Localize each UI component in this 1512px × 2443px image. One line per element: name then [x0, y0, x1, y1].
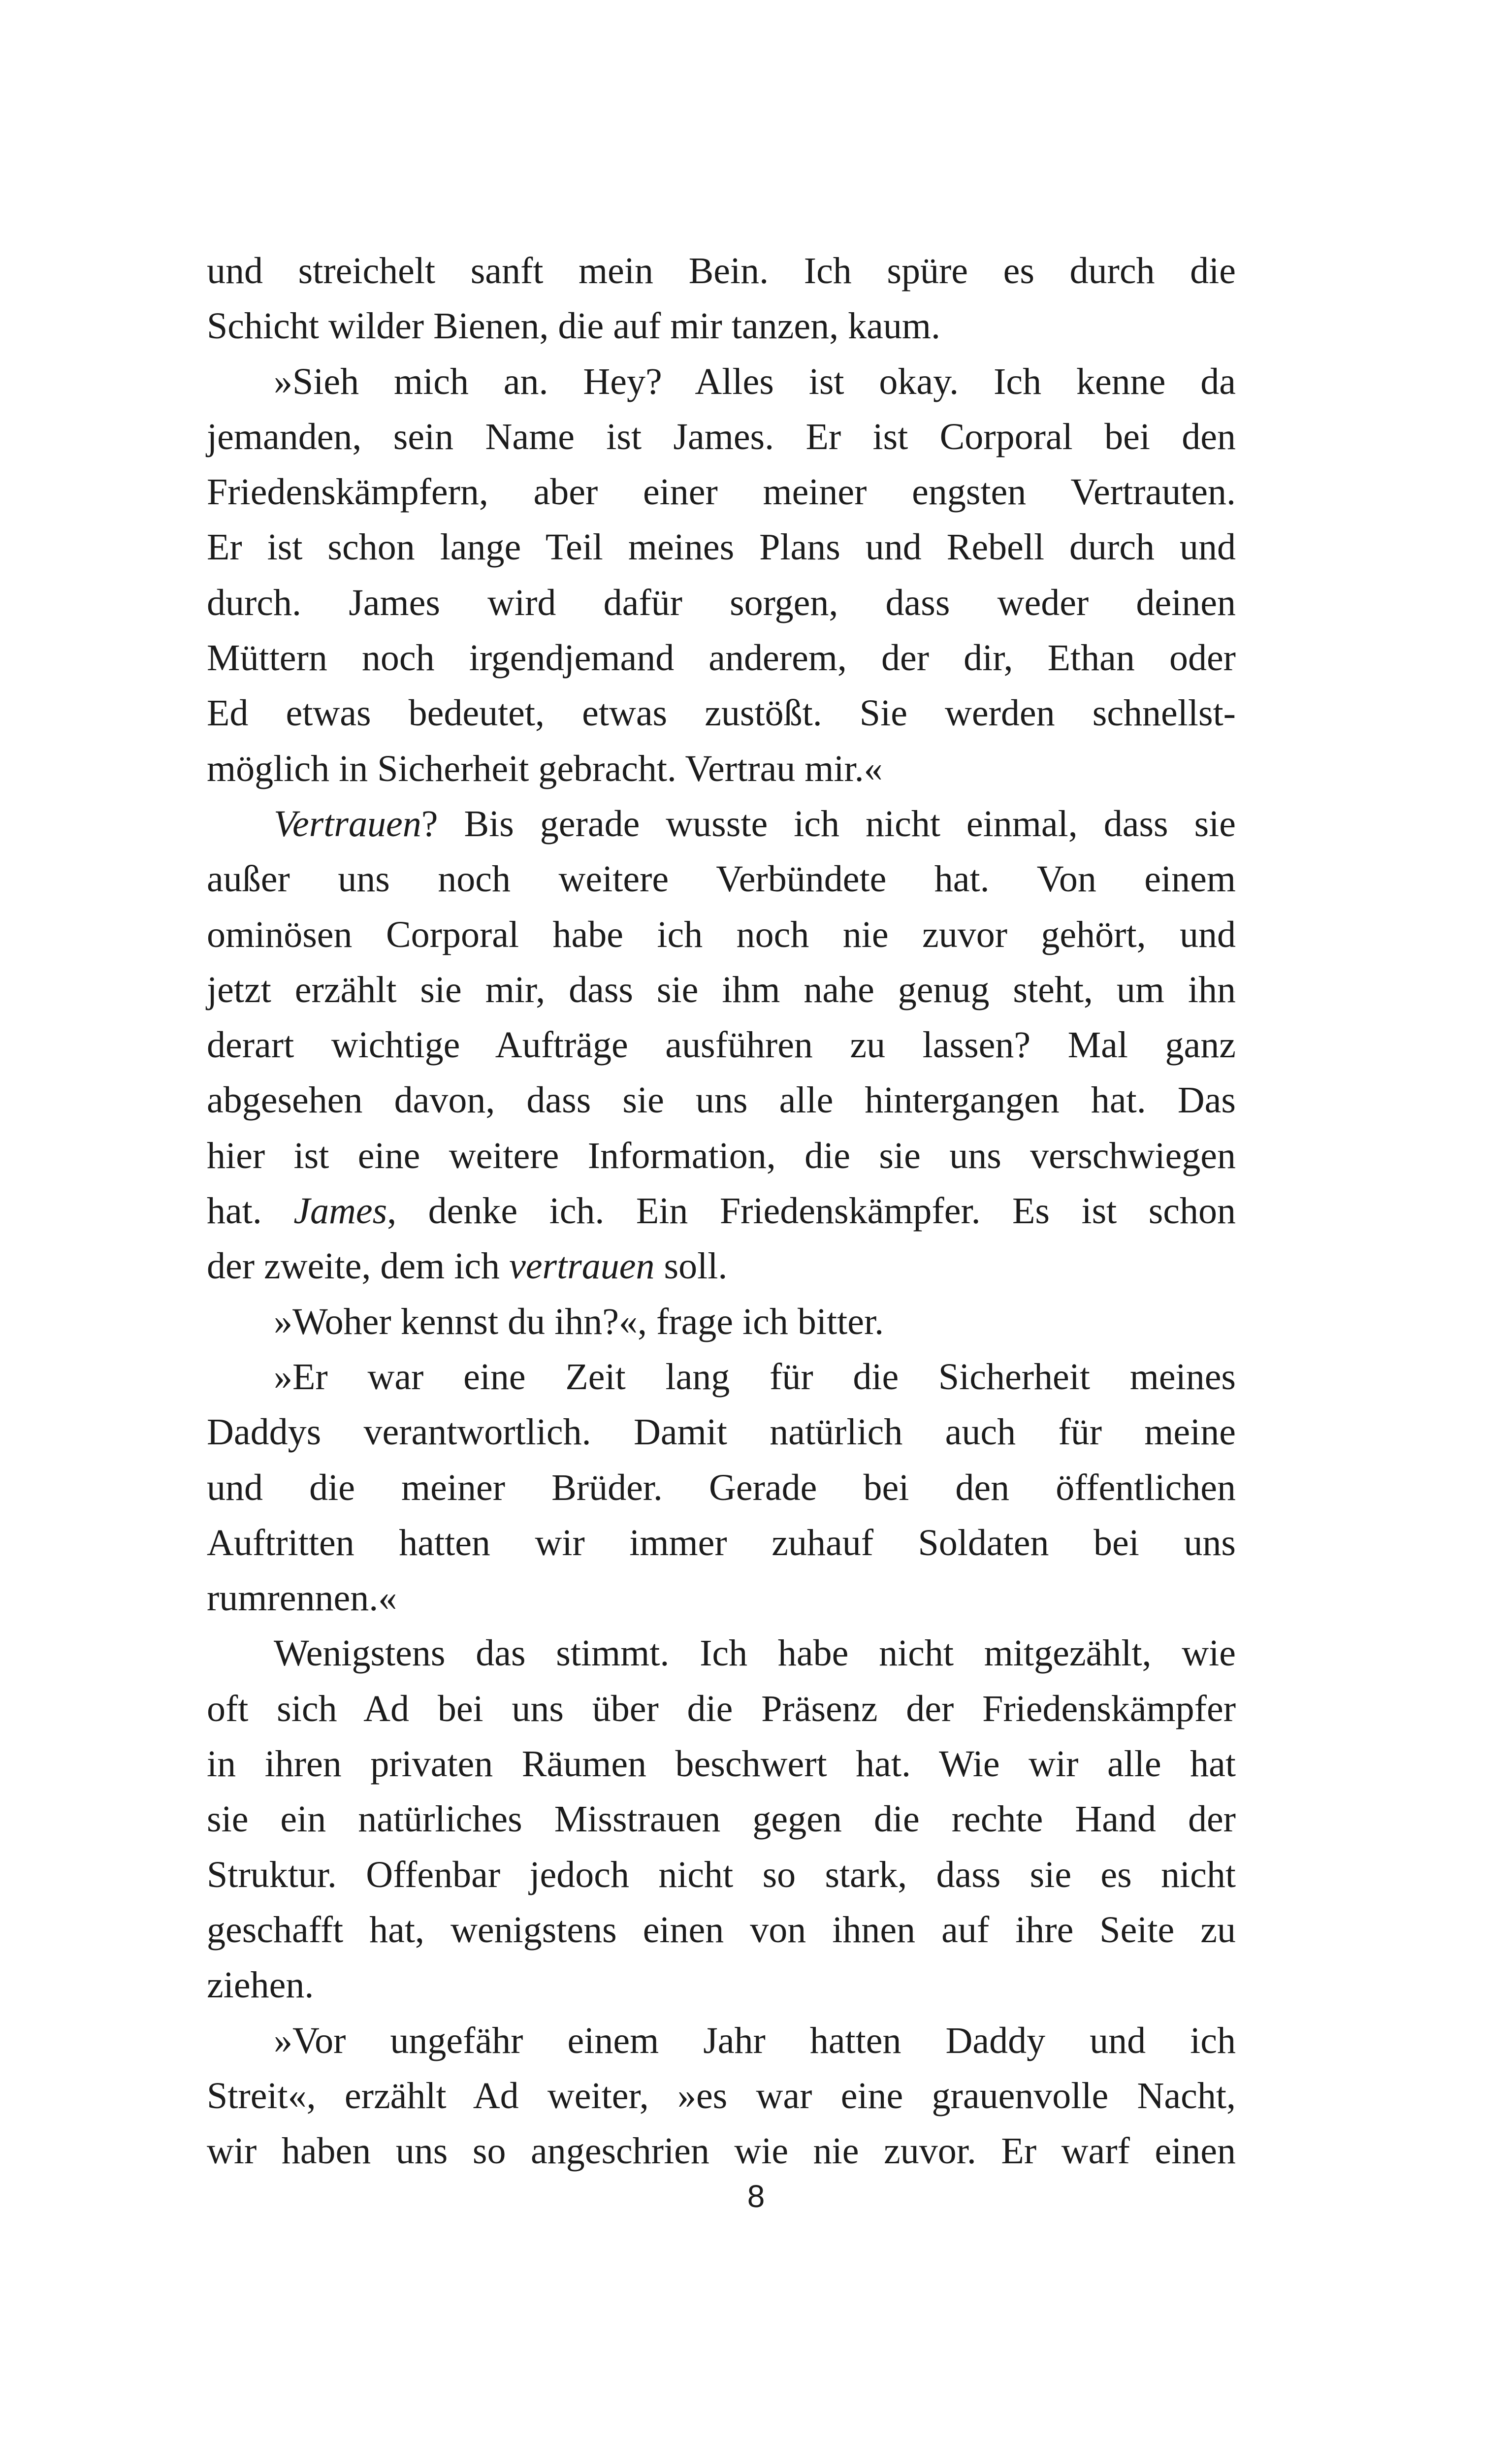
text-segment: Ed etwas bedeutet, etwas zustößt. Sie werden schnellst-: [207, 692, 1236, 734]
text-segment: soll.: [654, 1245, 728, 1287]
text-line: [207, 1515, 1236, 1570]
text-segment: der zweite, dem ich: [207, 1245, 510, 1287]
text-line: [207, 851, 1236, 907]
text-line: [207, 354, 1236, 409]
text-line: [207, 1957, 1236, 2013]
text-line: [207, 2013, 1236, 2068]
italic-text: vertrauen: [509, 1245, 655, 1287]
italic-text: James: [293, 1190, 387, 1232]
text-line: [207, 1183, 1236, 1238]
text-line: [207, 2068, 1236, 2123]
text-line: [207, 630, 1236, 685]
text-line: [207, 907, 1236, 962]
text-line: [207, 1736, 1236, 1792]
text-segment: in ihren privaten Räumen beschwert hat. Wie wir alle hat: [207, 1743, 1236, 1785]
text-segment: und die meiner Brüder. Gerade bei den öffentlichen: [207, 1466, 1236, 1508]
text-line: [207, 962, 1236, 1017]
text-segment: ? Bis gerade wusste ich nicht einmal, dass sie: [421, 803, 1236, 845]
text-line: [207, 1017, 1236, 1073]
text-segment: »Vor ungefähr einem Jahr hatten Daddy und ich: [274, 2020, 1236, 2061]
text-segment: Struktur. Offenbar jedoch nicht so stark, dass sie es nicht: [207, 1854, 1236, 1895]
text-segment: Wenigstens das stimmt. Ich habe nicht mitgezählt, wie: [274, 1632, 1236, 1674]
text-line: [207, 575, 1236, 630]
text-segment: ziehen.: [207, 1964, 314, 2006]
text-line: [207, 1073, 1236, 1128]
text-segment: hier ist eine weitere Information, die sie uns verschwiegen: [207, 1135, 1236, 1176]
text-segment: oft sich Ad bei uns über die Präsenz der Friedenskämpfer: [207, 1688, 1236, 1729]
text-segment: geschafft hat, wenigstens einen von ihnen auf ihre Seite zu: [207, 1909, 1236, 1951]
text-segment: ominösen Corporal habe ich noch nie zuvor gehört, und: [207, 913, 1236, 955]
text-line: [207, 409, 1236, 464]
text-line: [207, 243, 1236, 298]
text-segment: Streit«, erzählt Ad weiter, »es war eine grauenvolle Nacht,: [207, 2075, 1236, 2117]
text-line: [207, 1128, 1236, 1183]
text-segment: und streichelt sanft mein Bein. Ich spüre es durch die: [207, 250, 1236, 292]
text-segment: Daddys verantwortlich. Damit natürlich auch für meine: [207, 1411, 1236, 1453]
text-line: [207, 1681, 1236, 1736]
text-line: [207, 1404, 1236, 1460]
text-segment: Er ist schon lange Teil meines Plans und Rebell durch und: [207, 526, 1236, 568]
text-line: [207, 464, 1236, 520]
text-segment: sie ein natürliches Misstrauen gegen die rechte Hand der: [207, 1798, 1236, 1840]
italic-text: Vertrauen: [274, 803, 421, 845]
text-line: [207, 1792, 1236, 1847]
text-line: [207, 1626, 1236, 1681]
text-segment: wir haben uns so angeschrien wie nie zuvor. Er warf einen: [207, 2130, 1236, 2172]
text-segment: »Woher kennst du ihn?«, frage ich bitter.: [274, 1301, 884, 1342]
text-segment: »Er war eine Zeit lang für die Sicherheit meines: [274, 1356, 1236, 1398]
text-line: [207, 1460, 1236, 1515]
text-segment: abgesehen davon, dass sie uns alle hintergangen hat. Das: [207, 1079, 1236, 1121]
text-line: [207, 2123, 1236, 2179]
text-segment: außer uns noch weitere Verbündete hat. Von einem: [207, 858, 1236, 900]
text-line: [207, 1294, 1236, 1349]
text-segment: derart wichtige Aufträge ausführen zu lassen? Mal ganz: [207, 1024, 1236, 1066]
text-segment: Schicht wilder Bienen, die auf mir tanzen, kaum.: [207, 305, 940, 347]
text-segment: durch. James wird dafür sorgen, dass weder deinen: [207, 582, 1236, 623]
text-segment: jetzt erzählt sie mir, dass sie ihm nahe genug steht, um ihn: [207, 969, 1236, 1010]
text-line: [207, 1902, 1236, 1957]
text-line: [207, 298, 1236, 354]
text-line: [207, 520, 1236, 575]
text-segment: Friedenskämpfern, aber einer meiner engsten Vertrauten.: [207, 471, 1236, 513]
text-line: [207, 1847, 1236, 1902]
text-line: [207, 1570, 1236, 1626]
text-line: [207, 1238, 1236, 1294]
text-segment: jemanden, sein Name ist James. Er ist Corporal bei den: [207, 416, 1236, 457]
text-segment: Müttern noch irgendjemand anderem, der dir, Ethan oder: [207, 637, 1236, 679]
text-line: [207, 741, 1236, 796]
text-segment: hat.: [207, 1190, 294, 1232]
text-segment: »Sieh mich an. Hey? Alles ist okay. Ich kenne da: [274, 360, 1236, 402]
text-line: [207, 685, 1236, 741]
text-segment: rumrennen.«: [207, 1577, 397, 1619]
page-number: 8: [747, 2179, 765, 2214]
text-segment: möglich in Sicherheit gebracht. Vertrau mir.«: [207, 748, 883, 789]
text-line: [207, 796, 1236, 851]
text-line: [207, 1349, 1236, 1404]
text-segment: Auftritten hatten wir immer zuhauf Soldaten bei uns: [207, 1522, 1236, 1564]
body-text: [207, 243, 1236, 2179]
text-segment: , denke ich. Ein Friedenskämpfer. Es ist schon: [387, 1190, 1236, 1232]
